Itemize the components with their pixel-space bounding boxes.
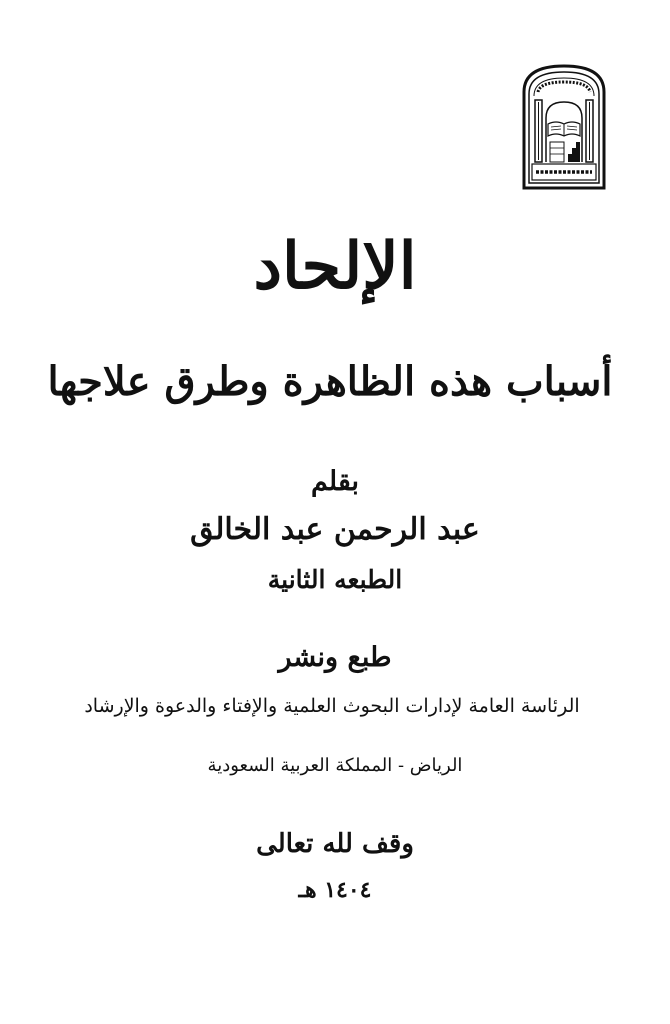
- book-subtitle: أسباب هذه الظاهرة وطرق علاجها: [47, 358, 613, 405]
- edition-label: الطبعه الثانية: [267, 565, 403, 594]
- author-name: عبد الرحمن عبد الخالق: [190, 512, 480, 547]
- publication-year: ١٤٠٤ هـ: [298, 877, 372, 903]
- endowment-note: وقف لله تعالى: [256, 829, 414, 859]
- byline-label: بقلم: [310, 466, 360, 497]
- book-title: الإلحاد: [253, 229, 417, 304]
- publisher-label: طبع ونشر: [278, 642, 392, 673]
- publisher-location: الرياض - المملكة العربية السعودية: [207, 755, 463, 776]
- publisher-name: الرئاسة العامة لإدارات البحوث العلمية والإفتاء والدعوة والإرشاد: [84, 695, 580, 717]
- organization-seal-icon: [518, 62, 610, 190]
